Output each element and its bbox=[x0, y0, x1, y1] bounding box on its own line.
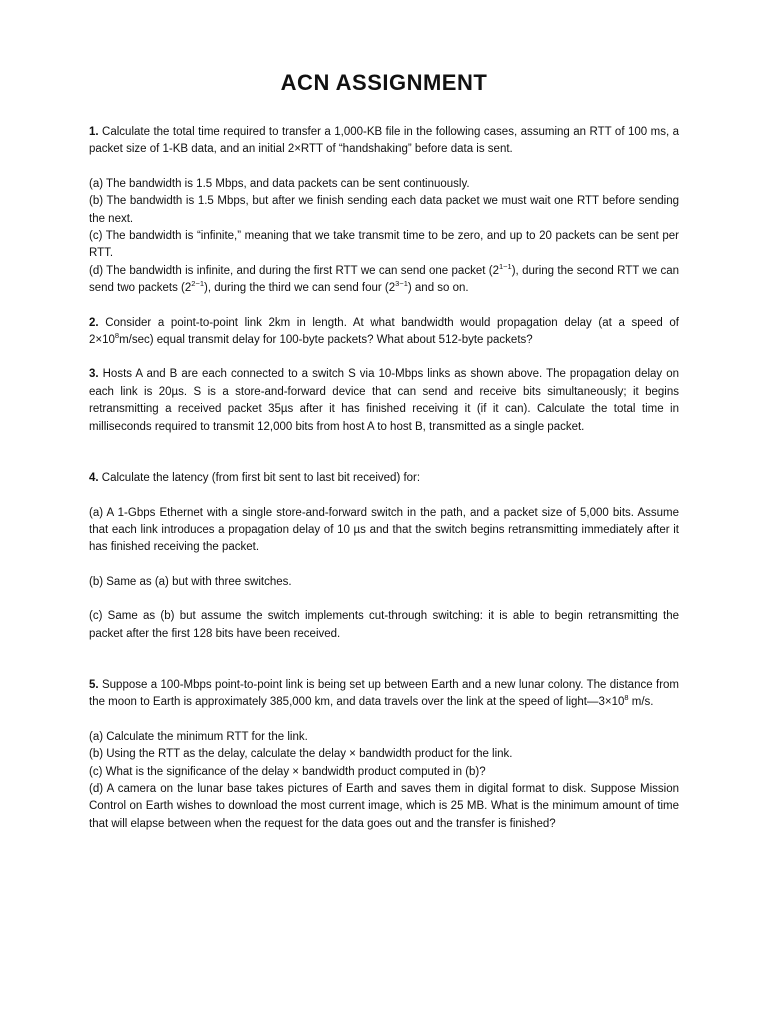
question-1-part-d-text-4: ) and so on. bbox=[407, 282, 469, 295]
question-2-text-2: m/sec) equal transmit delay for 100-byte packets? What about 512-byte packets? bbox=[119, 334, 533, 347]
question-5-part-b: (b) Using the RTT as the delay, calculate the delay × bandwidth product for the link. bbox=[89, 748, 513, 761]
question-1-part-d-text-1: (d) The bandwidth is infinite, and during the first RTT we can send one packet (2 bbox=[89, 264, 499, 277]
question-3 bbox=[89, 366, 679, 436]
question-1-text: Calculate the total time required to transfer a 1,000-KB file in the following cases, assuming an RTT of 100 ms, a packet size of 1-KB data, and an initial 2×RTT of “handshaking” before data is sent. bbox=[89, 126, 679, 156]
question-1-part-c: (c) The bandwidth is “infinite,” meaning that we take transmit time to be zero, and up to 20 packets can be sent per RTT. bbox=[89, 230, 679, 260]
exponent-1: 1−1 bbox=[498, 261, 512, 271]
question-1-number: 1. bbox=[89, 126, 99, 138]
question-4 bbox=[89, 470, 679, 487]
question-5-part-c: (c) What is the significance of the delay × bandwidth product computed in (b)? bbox=[89, 765, 486, 778]
question-1-part-a: (a) The bandwidth is 1.5 Mbps, and data packets can be sent continuously. bbox=[89, 177, 470, 190]
question-2 bbox=[89, 315, 679, 350]
exponent-8: 8 bbox=[114, 331, 120, 341]
question-4-part-c: (c) Same as (b) but assume the switch implements cut-through switching: it is able to begin retransmitting the packet after the first 128 bits have been received. bbox=[89, 610, 679, 640]
question-5-text-2: m/s. bbox=[628, 696, 654, 709]
question-1-part-d bbox=[89, 263, 679, 298]
exponent-2: 2−1 bbox=[191, 279, 205, 289]
question-1-part-d-text-2: ), during the second RTT we can send two packets (2 bbox=[89, 264, 679, 295]
question-5-part-d: (d) A camera on the lunar base takes pictures of Earth and saves them in digital format to disk. Suppose Mission Control on Earth wishes to download the most current image, which is 25 MB. What is the minimum amount of time that will elapse between when the request for the data goes out and the transfer is finished? bbox=[89, 782, 679, 830]
question-5 bbox=[89, 677, 679, 712]
question-1-part-b: (b) The bandwidth is 1.5 Mbps, but after we finish sending each data packet we must wait one RTT before sending the next. bbox=[89, 195, 679, 225]
question-5-text-1: Suppose a 100-Mbps point-to-point link is being set up between Earth and a new lunar colony. The distance from the moon to Earth is approximately 385,000 km, and data travels over the link at the speed of light—3×10 bbox=[89, 678, 679, 709]
question-4-number: 4. bbox=[89, 472, 99, 485]
question-4-part-a: (a) A 1-Gbps Ethernet with a single store-and-forward switch in the path, and a packet size of 5,000 bits. Assume that each link introduces a propagation delay of 10 µs and that the switch begins retransmitting immediately after it has finished receiving the packet. bbox=[89, 506, 679, 554]
question-5-number: 5. bbox=[89, 678, 99, 691]
question-3-text: Hosts A and B are each connected to a switch S via 10-Mbps links as shown above. The propagation delay on each link is 20µs. S is a store-and-forward device that can send and receive bits simultaneously; it begins retransmitting a received packet 35µs after it has finished receiving it (if it can). Calculate the total time in milliseconds required to transmit 12,000 bits from host A to host B, transmitted as a single packet. bbox=[89, 368, 679, 433]
question-2-text-1: Consider a point-to-point link 2km in length. At what bandwidth would propagation delay (at a speed of 2×10 bbox=[89, 316, 679, 347]
question-1 bbox=[89, 124, 679, 159]
question-5-part-a: (a) Calculate the minimum RTT for the link. bbox=[89, 730, 308, 743]
question-4-part-b: (b) Same as (a) but with three switches. bbox=[89, 575, 292, 588]
document-body bbox=[89, 124, 679, 833]
exponent-3: 3−1 bbox=[395, 279, 408, 289]
question-2-number: 2. bbox=[89, 316, 99, 329]
question-1-part-d-text-3: ), during the third we can send four (2 bbox=[204, 282, 396, 295]
question-3-number: 3. bbox=[89, 368, 99, 381]
question-4-text: Calculate the latency (from first bit sent to last bit received) for: bbox=[98, 472, 421, 485]
exponent-8: 8 bbox=[624, 693, 629, 703]
document-page bbox=[89, 70, 679, 833]
document-title: ACN ASSIGNMENT bbox=[280, 70, 488, 95]
